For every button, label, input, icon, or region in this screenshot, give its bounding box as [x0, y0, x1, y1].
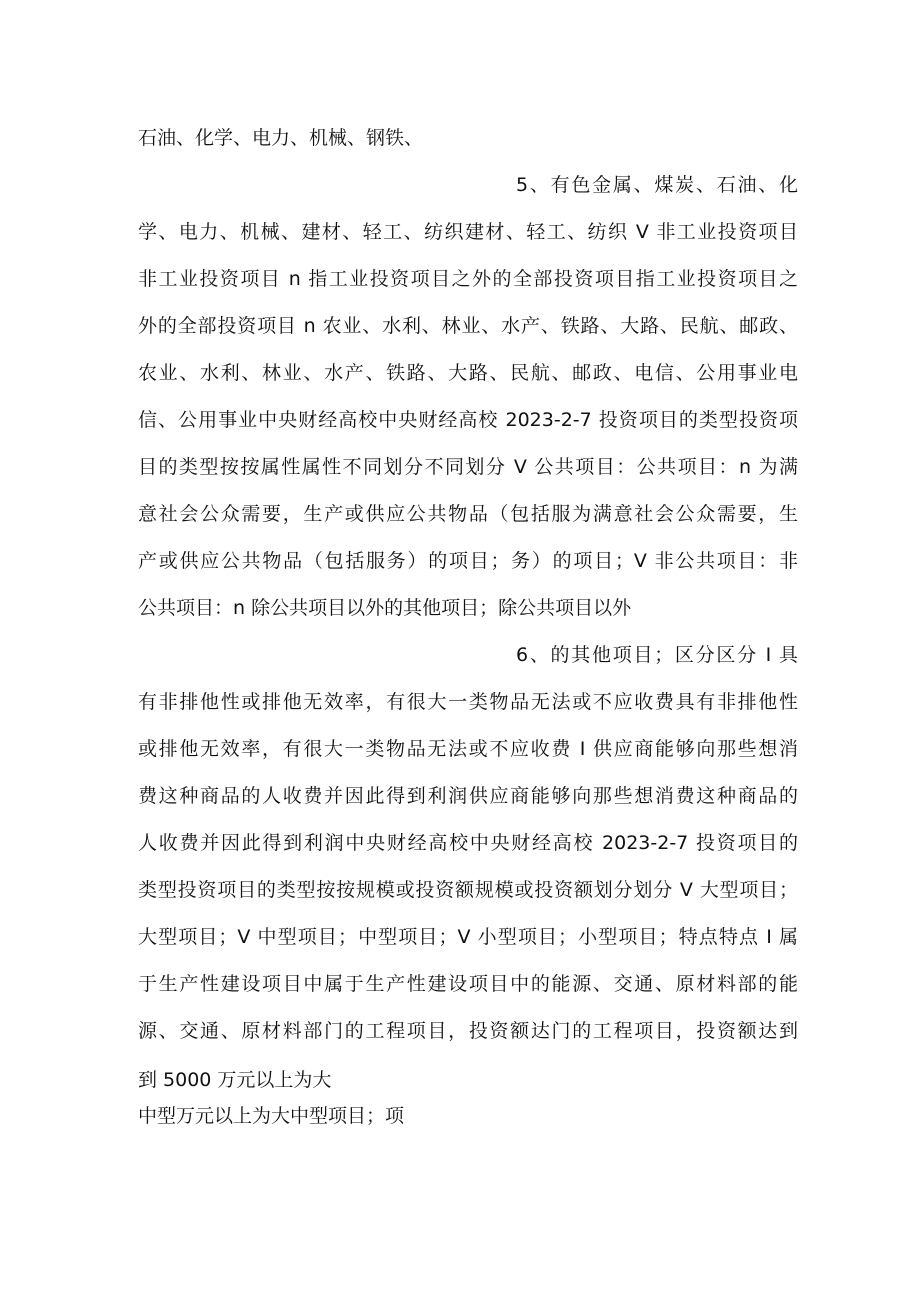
text-line: 学、电力、机械、建材、轻工、纺织建材、轻工、纺织 V 非工业投资项目 [138, 221, 798, 243]
text-line: 农业、水利、林业、水产、铁路、大路、民航、邮政、电信、公用事业电 [138, 362, 798, 384]
text-line: 费这种商品的人收费并因此得到利润供应商能够向那些想消费这种商品的 [138, 785, 798, 807]
text-line: 到 5000 万元以上为大 [138, 1069, 332, 1091]
text-line: 类型投资项目的类型按按规模或投资额规模或投资额划分划分 V 大型项目； [138, 879, 798, 901]
text-line: 意社会公众需要，生产或供应公共物品（包括服为满意社会公众需要，生 [138, 503, 798, 525]
text-line: 源、交通、原材料部门的工程项目，投资额达门的工程项目，投资额达到 [138, 1020, 798, 1042]
text-line: 中型万元以上为大中型项目；项 [138, 1105, 405, 1127]
text-line: 目的类型按按属性属性不同划分不同划分 V 公共项目：公共项目：n 为满 [138, 456, 798, 478]
text-line: 外的全部投资项目 n 农业、水利、林业、水产、铁路、大路、民航、邮政、 [138, 315, 798, 337]
text-line: 人收费并因此得到利润中央财经高校中央财经高校 2023-2-7 投资项目的 [138, 832, 798, 854]
text-line: 6、的其他项目；区分区分 I 具 [516, 644, 798, 666]
text-line: 产或供应公共物品（包括服务）的项目；务）的项目；V 非公共项目：非 [138, 550, 798, 572]
text-line: 或排他无效率，有很大一类物品无法或不应收费 I 供应商能够向那些想消 [138, 738, 798, 760]
text-line: 大型项目；V 中型项目；中型项目；V 小型项目；小型项目；特点特点 I 属 [138, 926, 798, 948]
text-line: 5、有色金属、煤炭、石油、化 [516, 174, 798, 196]
text-line: 有非排他性或排他无效率，有很大一类物品无法或不应收费具有非排他性 [138, 691, 798, 713]
text-line: 非工业投资项目 n 指工业投资项目之外的全部投资项目指工业投资项目之 [138, 268, 798, 290]
text-line: 于生产性建设项目中属于生产性建设项目中的能源、交通、原材料部的能 [138, 973, 798, 995]
text-line: 石油、化学、电力、机械、钢铁、 [138, 127, 424, 149]
text-line: 公共项目：n 除公共项目以外的其他项目；除公共项目以外 [138, 597, 632, 619]
text-line: 信、公用事业中央财经高校中央财经高校 2023-2-7 投资项目的类型投资项 [138, 409, 798, 431]
